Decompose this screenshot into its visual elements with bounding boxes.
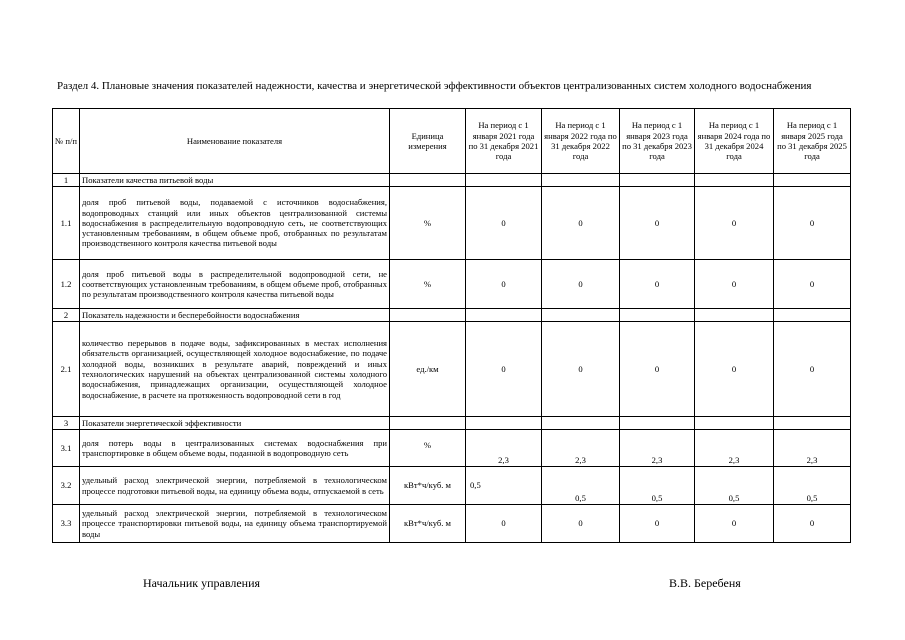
indicators-table xyxy=(52,108,851,543)
row-num: 3.3 xyxy=(53,505,80,543)
value-cell: 0 xyxy=(466,260,542,309)
section-title: Показатели энергетической эффективности xyxy=(80,417,390,430)
header-period-2024: На период с 1 января 2024 года по 31 декабря 2024 года xyxy=(695,109,774,174)
value-cell: 2,3 xyxy=(695,430,774,467)
value-cell: 0,5 xyxy=(620,467,695,505)
signatory-name: В.В. Беребеня xyxy=(669,576,741,590)
unit-cell: % xyxy=(390,260,466,309)
section-row xyxy=(53,174,851,187)
value-cell: 0,5 xyxy=(695,467,774,505)
row-num: 3.2 xyxy=(53,467,80,505)
table-row xyxy=(53,505,851,543)
header-period-2021: На период с 1 января 2021 года по 31 декабря 2021 года xyxy=(466,109,542,174)
unit-cell: % xyxy=(390,430,466,467)
value-cell: 0 xyxy=(466,187,542,260)
value-cell: 0,5 xyxy=(466,467,542,505)
table-row xyxy=(53,322,851,417)
header-period-2023: На период с 1 января 2023 года по 31 декабря 2023 года xyxy=(620,109,695,174)
row-num: 1.1 xyxy=(53,187,80,260)
value-cell: 0 xyxy=(774,260,851,309)
section-title: Показатель надежности и бесперебойности водоснабжения xyxy=(80,309,390,322)
header-unit: Единица измерения xyxy=(390,109,466,174)
value-cell: 0 xyxy=(774,505,851,543)
row-num: 2.1 xyxy=(53,322,80,417)
indicator-name: доля проб питьевой воды в распределительной водопроводной сети, не соответствующих установленным требованиям, в общем объеме проб, отобранных по результатам производственного контроля качества питьевой воды xyxy=(80,260,390,309)
indicator-name: доля проб питьевой воды, подаваемой с источников водоснабжения, водопроводных станций или иных объектов централизованной системы водоснабжения в распределительную водопроводную сеть, не соответствующих установленным требованиям, в общем объеме проб, отобранных по результатам производственного контроля качества питьевой воды xyxy=(80,187,390,260)
header-row xyxy=(53,109,851,174)
table-row xyxy=(53,467,851,505)
value-cell: 0 xyxy=(774,187,851,260)
value-cell: 0 xyxy=(542,322,620,417)
row-num: 3.1 xyxy=(53,430,80,467)
section-row xyxy=(53,417,851,430)
value-cell: 0 xyxy=(620,505,695,543)
value-cell: 0 xyxy=(466,322,542,417)
value-cell: 0 xyxy=(695,187,774,260)
row-num: 1.2 xyxy=(53,260,80,309)
section-title: Показатели качества питьевой воды xyxy=(80,174,390,187)
signatory-position: Начальник управления xyxy=(143,576,261,590)
unit-cell: ед./км xyxy=(390,322,466,417)
value-cell: 2,3 xyxy=(542,430,620,467)
indicator-name: количество перерывов в подаче воды, зафиксированных в местах исполнения обязательств организацией, осуществляющей холодное водоснабжение, по подаче холодной воды, возникших в результате аварий, повреждений и иных технологических нарушений на объектах централизованной системы холодного водоснабжения, принадлежащих организации, осуществляющей холодное водоснабжение, в расчете на протяженность водопроводной сети в год xyxy=(80,322,390,417)
unit-cell: % xyxy=(390,187,466,260)
header-period-2025: На период с 1 января 2025 года по 31 декабря 2025 года xyxy=(774,109,851,174)
value-cell: 0 xyxy=(774,322,851,417)
table-row xyxy=(53,260,851,309)
value-cell: 2,3 xyxy=(466,430,542,467)
table-row xyxy=(53,430,851,467)
section-row xyxy=(53,309,851,322)
value-cell: 0 xyxy=(542,505,620,543)
value-cell: 0 xyxy=(695,505,774,543)
unit-cell: кВт*ч/куб. м xyxy=(390,505,466,543)
value-cell: 0,5 xyxy=(774,467,851,505)
value-cell: 0 xyxy=(542,187,620,260)
header-period-2022: На период с 1 января 2022 года по 31 декабря 2022 года xyxy=(542,109,620,174)
indicator-name: удельный расход электрической энергии, потребляемой в технологическом процессе транспортировки питьевой воды, на единицу объема транспортируемой воды xyxy=(80,505,390,543)
indicator-name: доля потерь воды в централизованных системах водоснабжения при транспортировке в общем объеме воды, поданной в водопроводную сеть xyxy=(80,430,390,467)
value-cell: 2,3 xyxy=(774,430,851,467)
section-num: 3 xyxy=(53,417,80,430)
value-cell: 0 xyxy=(695,260,774,309)
header-num: № п/п xyxy=(53,109,80,174)
section-num: 1 xyxy=(53,174,80,187)
section-num: 2 xyxy=(53,309,80,322)
table-row xyxy=(53,187,851,260)
value-cell: 0 xyxy=(620,260,695,309)
header-name: Наименование показателя xyxy=(80,109,390,174)
unit-cell: кВт*ч/куб. м xyxy=(390,467,466,505)
value-cell: 0 xyxy=(620,187,695,260)
value-cell: 0 xyxy=(466,505,542,543)
value-cell: 0 xyxy=(695,322,774,417)
value-cell: 2,3 xyxy=(620,430,695,467)
value-cell: 0,5 xyxy=(542,467,620,505)
value-cell: 0 xyxy=(542,260,620,309)
indicator-name: удельный расход электрической энергии, потребляемой в технологическом процессе подготовки питьевой воды, на единицу объема воды, отпускаемой в сеть xyxy=(80,467,390,505)
value-cell: 0 xyxy=(620,322,695,417)
document-title: Раздел 4. Плановые значения показателей надежности, качества и энергетической эффективности объектов централизованных систем холодного водоснабжения xyxy=(57,80,812,92)
